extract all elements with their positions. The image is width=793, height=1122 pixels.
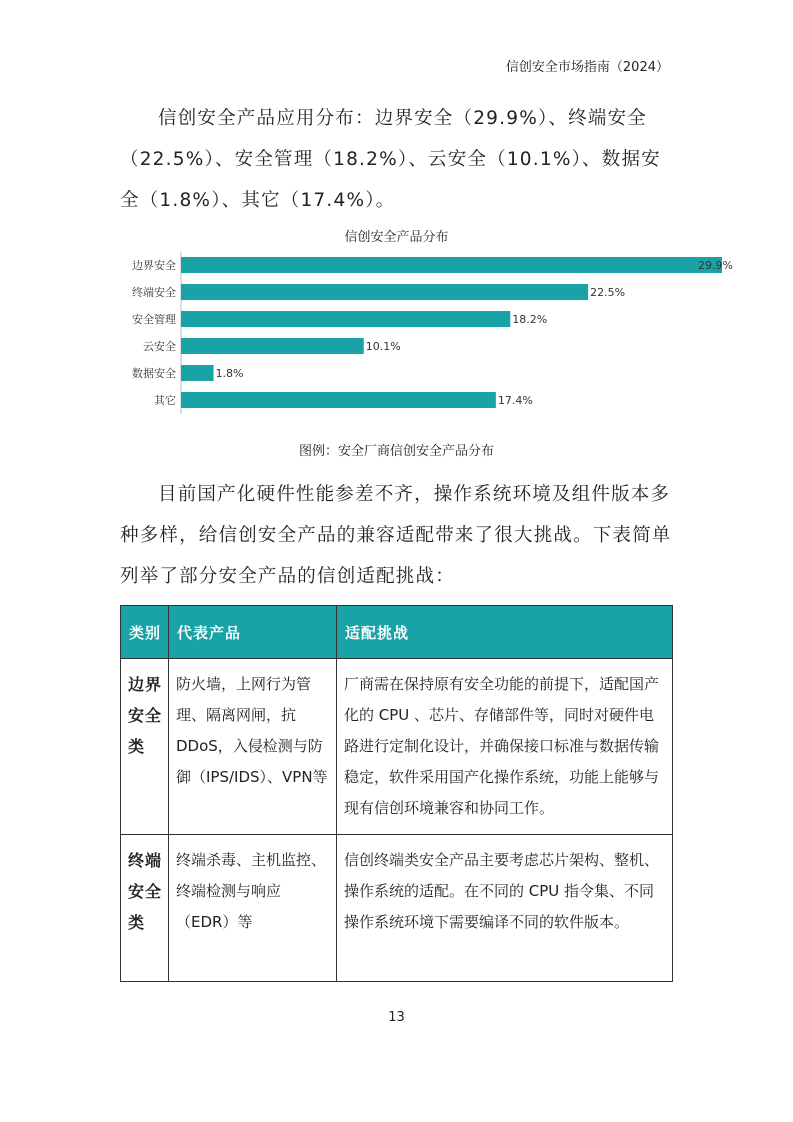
bar — [181, 365, 214, 381]
row-challenge: 信创终端类安全产品主要考虑芯片架构、整机、操作系统的适配。在不同的 CPU 指令集、不同操作系统环境下需要编译不同的软件版本。 — [337, 835, 673, 982]
category-label: 安全管理 — [132, 313, 176, 326]
row-category: 终端安全类 — [121, 835, 169, 982]
bar — [181, 311, 510, 327]
bar — [181, 392, 496, 408]
page-number: 13 — [388, 1010, 405, 1025]
table-row — [121, 835, 673, 982]
figure-caption: 图例：安全厂商信创安全产品分布 — [298, 444, 494, 459]
category-label: 终端安全 — [132, 286, 176, 299]
value-label: 1.8% — [215, 367, 244, 380]
row-challenge: 厂商需在保持原有安全功能的前提下，适配国产化的 CPU 、芯片、存储部件等，同时对硬件电路进行定制化设计，并确保接口标准与数据传输稳定，软件采用国产化操作系统，功能上能够与现有信创环境兼容和协同工作。 — [337, 659, 673, 835]
row-category: 边界安全类 — [121, 659, 169, 835]
category-label: 其它 — [154, 394, 176, 407]
body-paragraph: 目前国产化硬件性能参差不齐，操作系统环境及组件版本多种多样，给信创安全产品的兼容适配带来了很大挑战。下表简单列举了部分安全产品的信创适配挑战： — [120, 484, 672, 587]
row-products: 终端杀毒、主机监控、终端检测与响应（EDR）等 — [169, 835, 337, 982]
table-header-row — [121, 606, 673, 659]
row-products: 防火墙，上网行为管理、隔离网闸，抗DDoS，入侵检测与防御（IPS/IDS）、VPN等 — [169, 659, 337, 835]
category-label: 云安全 — [143, 340, 176, 353]
chart-title: 信创安全产品分布 — [344, 230, 449, 245]
bar — [181, 257, 722, 273]
bar-chart — [120, 248, 733, 428]
value-label: 29.9% — [698, 259, 733, 272]
header-challenge: 适配挑战 — [337, 606, 673, 659]
value-label: 10.1% — [365, 340, 401, 353]
value-label: 22.5% — [590, 286, 626, 299]
value-label: 18.2% — [512, 313, 548, 326]
adaptation-table — [120, 605, 673, 982]
header-category: 类别 — [121, 606, 169, 659]
bar — [181, 338, 364, 354]
bar — [181, 284, 588, 300]
category-label: 边界安全 — [132, 259, 176, 272]
page-header: 信创安全市场指南（2024） — [505, 60, 669, 75]
table-row — [121, 659, 673, 835]
category-label: 数据安全 — [132, 367, 176, 380]
intro-paragraph: 信创安全产品应用分布：边界安全（29.9%）、终端安全（22.5%）、安全管理（18.2%）、云安全（10.1%）、数据安全（1.8%）、其它（17.4%）。 — [120, 108, 661, 211]
value-label: 17.4% — [497, 394, 533, 407]
header-products: 代表产品 — [169, 606, 337, 659]
